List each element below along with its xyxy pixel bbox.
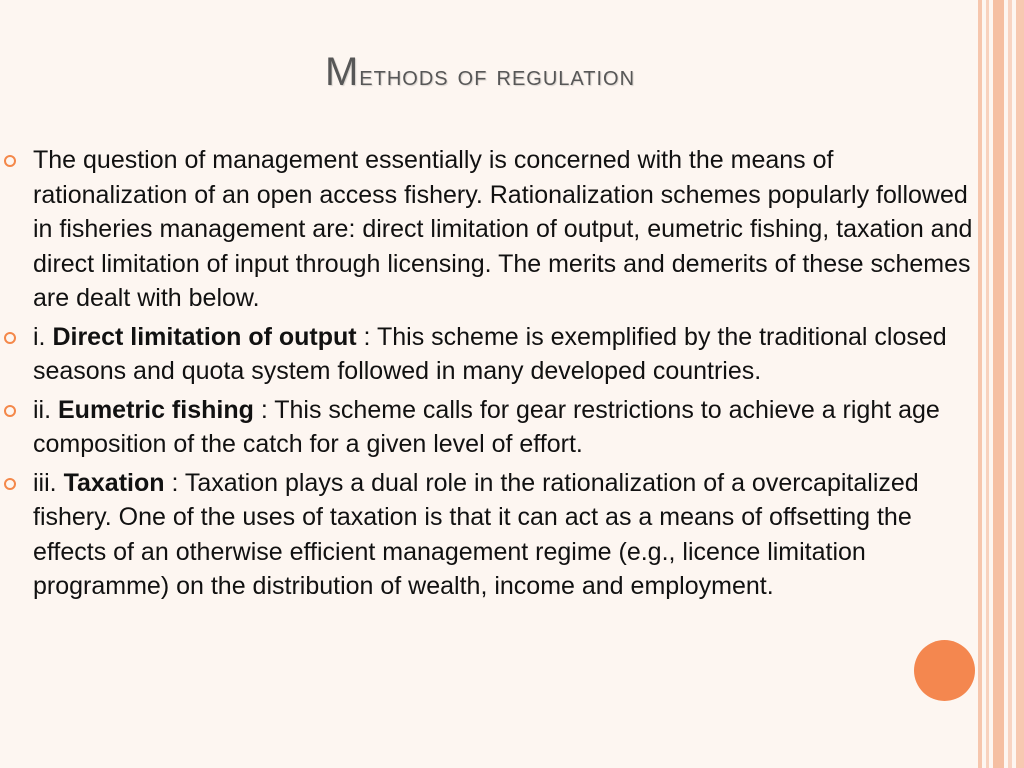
bullet-prefix: i. <box>33 322 53 351</box>
decorative-stripe <box>1016 0 1024 768</box>
ring-bullet-icon <box>4 478 16 490</box>
decorative-stripe <box>978 0 982 768</box>
decorative-stripe <box>993 0 1004 768</box>
bullet-item-intro <box>0 143 975 316</box>
decorative-circle <box>914 640 975 701</box>
ring-bullet-icon <box>4 332 16 344</box>
ring-bullet-icon <box>4 405 16 417</box>
slide-title-rest: ethods of regulation <box>359 60 636 92</box>
decorative-stripe <box>1008 0 1012 768</box>
bullet-text: : This scheme calls for gear restrictions to achieve a right age composition of the catch for a given level of effort. <box>33 395 940 458</box>
bullet-list <box>0 143 975 608</box>
ring-bullet-icon <box>4 155 16 167</box>
bullet-item-taxation <box>0 466 975 604</box>
bullet-item-output-limitation <box>0 320 975 389</box>
bullet-item-eumetric-fishing <box>0 393 975 462</box>
bullet-prefix: iii. <box>33 468 64 497</box>
bullet-text: : This scheme is exemplified by the traditional closed seasons and quota system followed in many developed countries. <box>33 322 947 385</box>
bullet-text: The question of management essentially is concerned with the means of rationalization of an open access fishery. Rationalization schemes popularly followed in fisheries management are: direct limitation of output, eumetric fishing, taxation and direct limitation of input through licensing. The merits and demerits of these schemes are dealt with below. <box>33 146 973 312</box>
bullet-text: : Taxation plays a dual role in the rationalization of a overcapitalized fishery. One of the uses of taxation is that it can act as a means of offsetting the effects of an otherwise efficient management regime (e.g., licence limitation programme) on the distribution of wealth, income and employment. <box>33 468 919 600</box>
slide-title-initial: M <box>324 50 360 94</box>
bullet-term: Taxation <box>63 468 165 497</box>
bullet-term: Direct limitation of output <box>52 322 357 351</box>
bullet-term: Eumetric fishing <box>58 395 254 424</box>
bullet-prefix: ii. <box>33 395 58 424</box>
slide-title <box>0 50 960 95</box>
decorative-stripe <box>986 0 989 768</box>
